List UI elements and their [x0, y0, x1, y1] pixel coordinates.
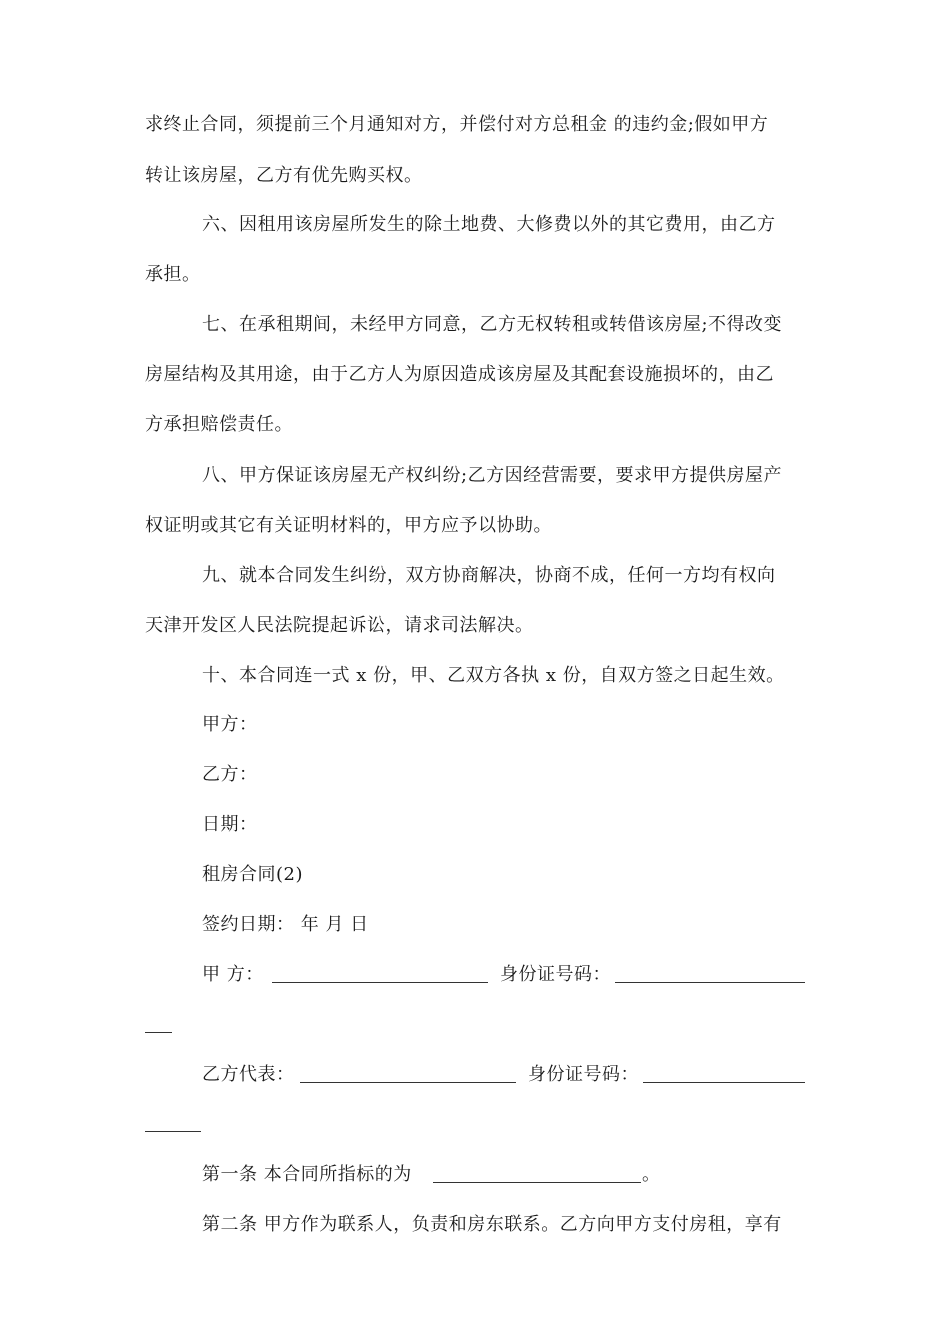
party-b-rep-label: 乙方代表：: [202, 1064, 295, 1085]
paragraph-line: 求终止合同，须提前三个月通知对方，并偿付对方总租金 的违约金;假如甲方: [145, 114, 769, 135]
party-a-id-field-continuation[interactable]: [145, 1032, 172, 1033]
party-a-row: [202, 962, 264, 988]
paragraph-line: 转让该房屋，乙方有优先购买权。: [145, 165, 423, 186]
party-a-name-field[interactable]: [272, 982, 488, 983]
article-one-period: 。: [642, 1164, 661, 1185]
paragraph-line: 房屋结构及其用途，由于乙方人为原因造成该房屋及其配套设施损坏的，由乙: [145, 364, 774, 385]
clause-ten: 十、本合同连一式 x 份，甲、乙双方各执 x 份，自双方签之日起生效。: [202, 665, 785, 686]
party-a-signature-label: 甲方：: [202, 714, 258, 735]
id-number-label: 身份证号码：: [500, 964, 611, 985]
party-a-label: 甲 方：: [202, 964, 264, 985]
clause-seven: 七、在承租期间，未经甲方同意，乙方无权转租或转借该房屋;不得改变: [202, 314, 783, 335]
article-one-subject-field[interactable]: [433, 1182, 641, 1183]
signing-date: 签约日期： 年 月 日: [202, 914, 369, 935]
party-b-id-field[interactable]: [643, 1082, 805, 1083]
id-number-label: 身份证号码：: [528, 1064, 639, 1085]
party-a-id-field[interactable]: [615, 982, 805, 983]
article-one: 第一条 本合同所指标的为: [202, 1164, 412, 1185]
party-b-rep-name-field[interactable]: [300, 1082, 516, 1083]
party-b-id-field-continuation[interactable]: [145, 1131, 201, 1132]
date-label: 日期：: [202, 814, 258, 835]
clause-six: 六、因租用该房屋所发生的除土地费、大修费以外的其它费用，由乙方: [202, 214, 776, 235]
paragraph-line: 方承担赔偿责任。: [145, 414, 293, 435]
article-two: 第二条 甲方作为联系人，负责和房东联系。乙方向甲方支付房租，享有: [202, 1214, 782, 1235]
paragraph-line: 承担。: [145, 264, 201, 285]
party-b-signature-label: 乙方：: [202, 764, 258, 785]
paragraph-line: 天津开发区人民法院提起诉讼，请求司法解决。: [145, 615, 534, 636]
clause-nine: 九、就本合同发生纠纷，双方协商解决，协商不成，任何一方均有权向: [202, 565, 776, 586]
paragraph-line: 权证明或其它有关证明材料的，甲方应予以协助。: [145, 515, 552, 536]
clause-eight: 八、甲方保证该房屋无产权纠纷;乙方因经营需要，要求甲方提供房屋产: [202, 465, 783, 486]
contract-title: 租房合同(2): [202, 864, 303, 885]
